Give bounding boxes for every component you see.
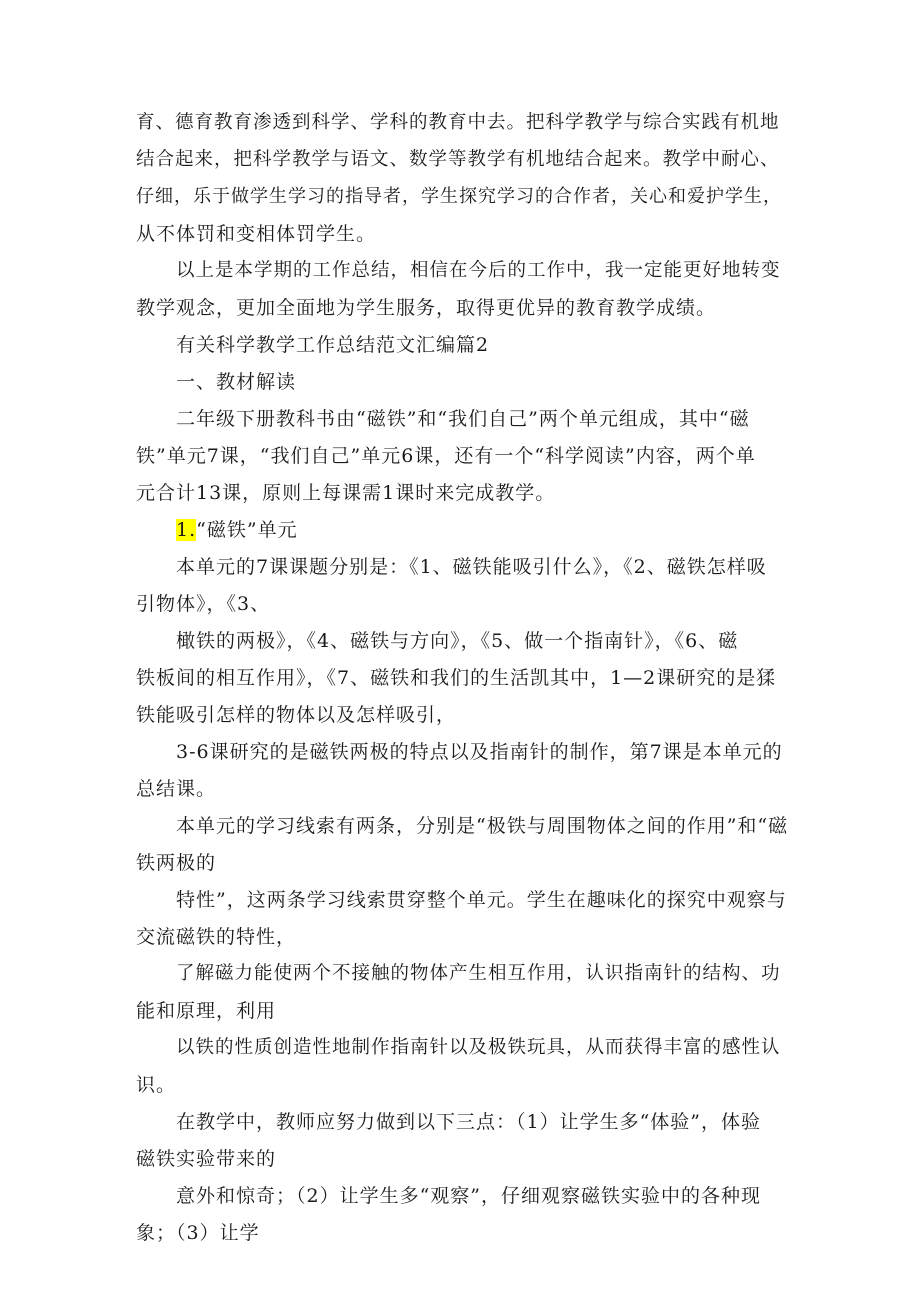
- text-line: 育、德育教育渗透到科学、学科的教育中去。把科学教学与综合实践有机地: [136, 112, 780, 133]
- text-line: 在教学中，教师应努力做到以下三点：（1）让学生多“体验”，体验: [176, 1111, 762, 1133]
- text-line: 铁两极的: [136, 852, 217, 874]
- text-line: 本单元的7课课题分别是：《1、磁铁能吸引什么》，《2、磁铁怎样吸: [176, 556, 767, 578]
- text-line: 了解磁力能使两个不接触的物体产生相互作用，认识指南针的结构、功: [176, 963, 781, 984]
- list-heading-text: “磁铁”单元: [196, 519, 298, 541]
- text-line: 仔细，乐于做学生学习的指导者，学生探究学习的合作者，关心和爱护学生，: [136, 186, 782, 207]
- text-line: 以铁的性质创造性地制作指南针以及极铁玩具，从而获得丰富的感性认: [176, 1037, 781, 1058]
- text-line: 以上是本学期的工作总结，相信在今后的工作中，我一定能更好地转变: [176, 260, 781, 281]
- text-line: 元合计13课，原则上每课需1课时来完成教学。: [136, 482, 556, 504]
- list-marker: 1.: [176, 519, 197, 541]
- text-line: 从不体罚和变相体罚学生。: [136, 223, 377, 245]
- text-line: 二年级下册教科书由“磁铁”和“我们自己”两个单元组成，其中“磁: [176, 408, 750, 430]
- list-heading: [176, 519, 298, 541]
- text-line: 象；（3）让学: [136, 1222, 260, 1244]
- text-line: 教学观念，更加全面地为学生服务，取得更优异的教育教学成绩。: [136, 297, 717, 319]
- text-line: 本单元的学习线索有两条，分别是“极铁与周围物体之间的作用”和“磁: [176, 815, 789, 837]
- text-line: 识。: [136, 1074, 177, 1096]
- text-line: 总结课。: [136, 778, 217, 800]
- text-line: 磁铁实验带来的: [136, 1148, 277, 1170]
- text-line: 意外和惊奇；（2）让学生多“观察”，仔细观察磁铁实验中的各种现: [176, 1185, 762, 1207]
- text-line: 特性”，这两条学习线索贯穿整个单元。学生在趣味化的探究中观察与: [176, 889, 787, 911]
- text-line: 橄铁的两极》，《4、磁铁与方向》，《5、做一个指南针》，《6、磁: [176, 630, 739, 652]
- text-line: 铁板间的相互作用》，《7、磁铁和我们的生活凯其中，1—2课研究的是猱: [136, 667, 777, 689]
- subsection-heading: 一、教材解读: [176, 371, 297, 393]
- text-line: 3-6课研究的是磁铁两极的特点以及指南针的制作，第7课是本单元的: [176, 741, 783, 763]
- text-line: 铁能吸引怎样的物体以及怎样吸引，: [136, 704, 457, 726]
- text-line: 引物体》，《3、: [136, 593, 271, 615]
- text-line: 能和原理，利用: [136, 1000, 277, 1022]
- text-line: 交流磁铁的特性，: [136, 926, 297, 948]
- section-heading: 有关科学教学工作总结范文汇编篇2: [176, 334, 490, 356]
- text-line: 结合起来，把科学教学与语文、数学等教学有机地结合起来。教学中耐心、: [136, 149, 780, 170]
- text-line: 铁”单元7课，“我们自己”单元6课，还有一个“科学阅读”内容，两个单: [136, 445, 756, 467]
